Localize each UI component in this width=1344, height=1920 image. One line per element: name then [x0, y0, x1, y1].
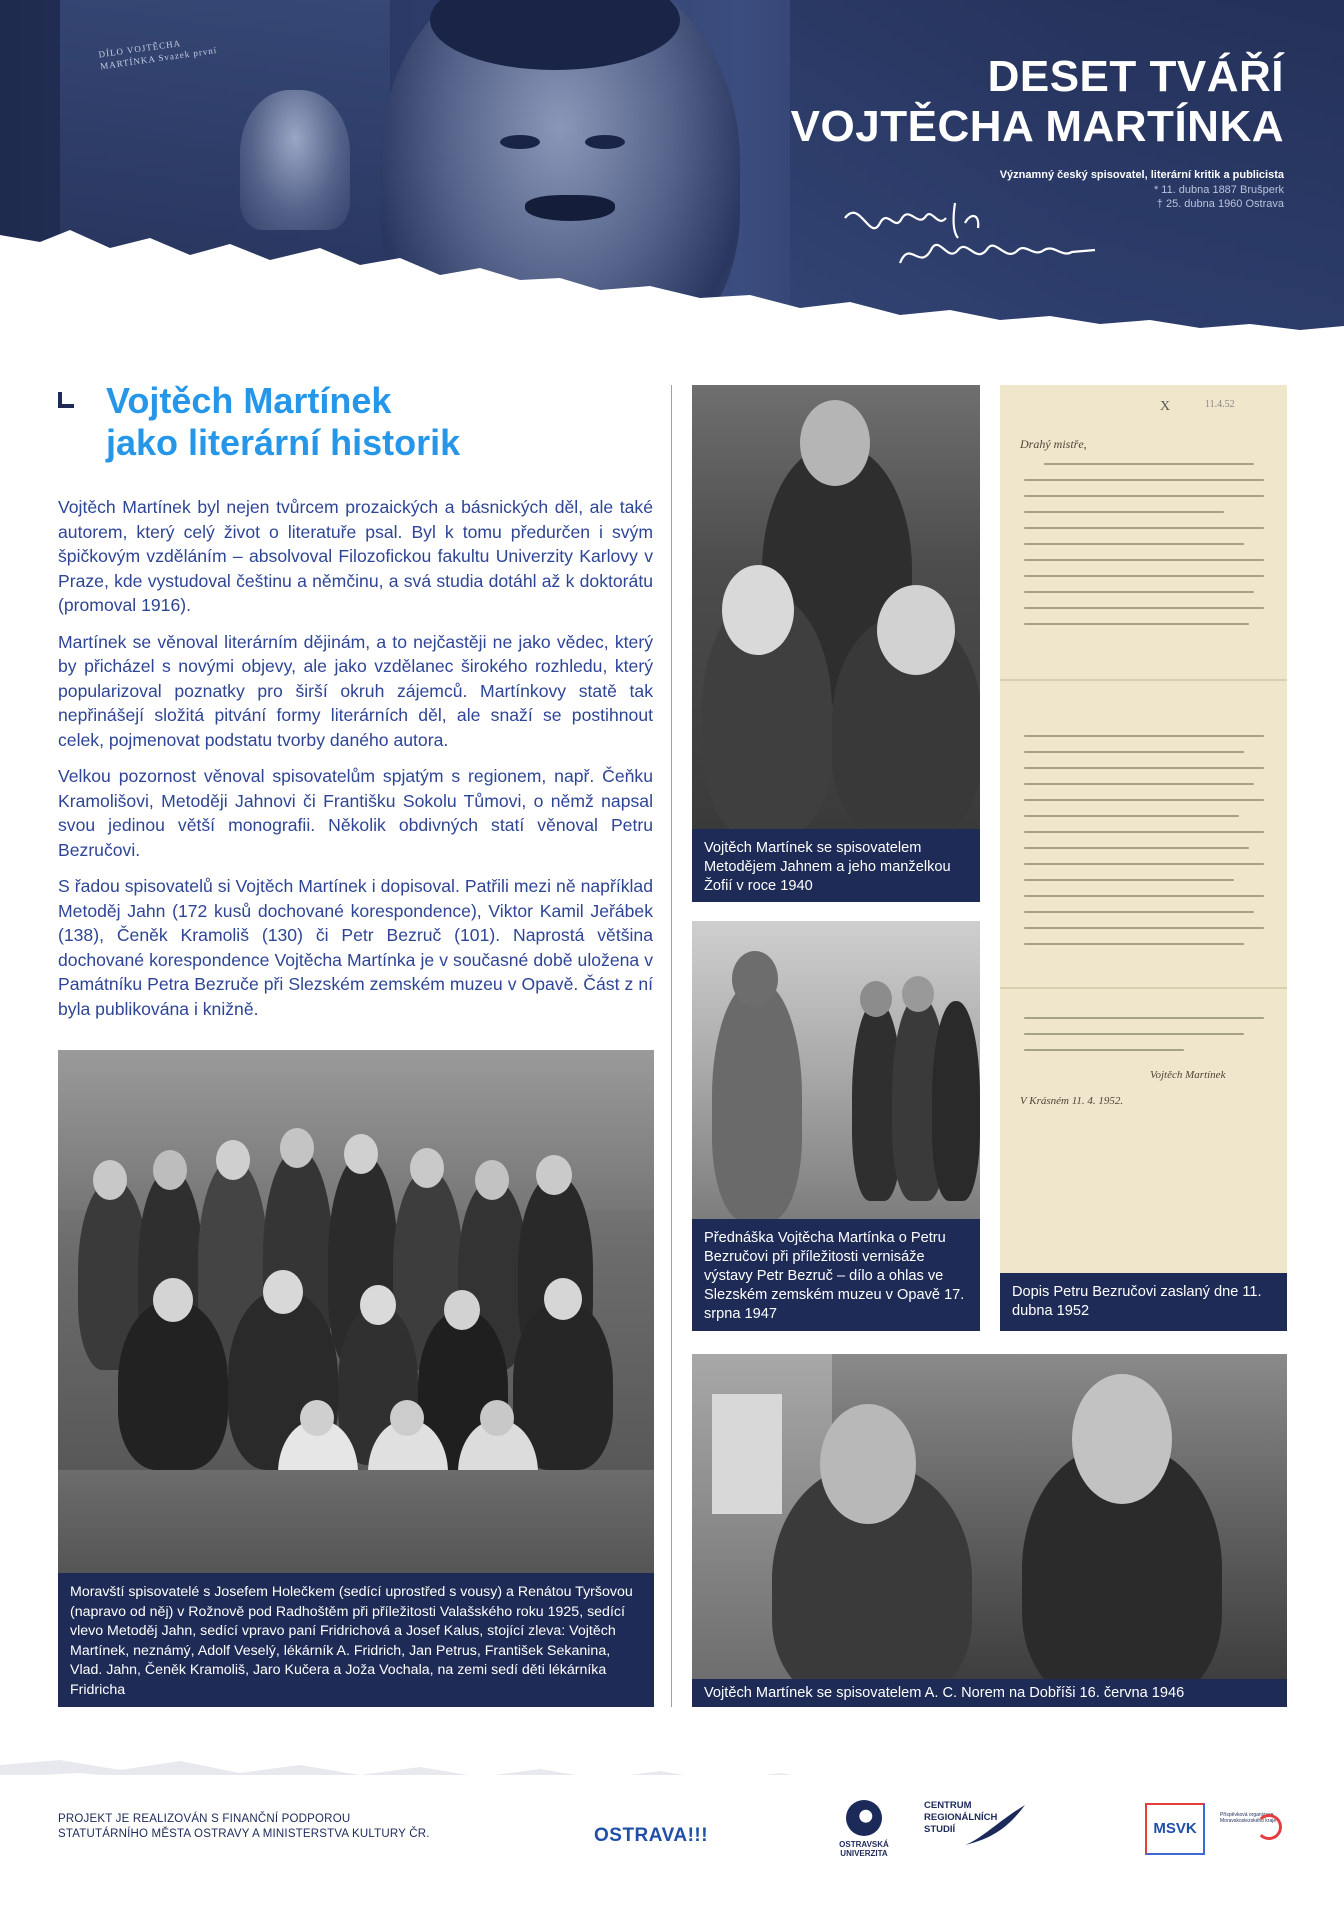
paragraph-2: Martínek se věnoval literárním dějinám, a to nejčastěji ne jako vědec, který by přicházel s novými objevy, ale jako vzdělanec širokého rozhledu, který popularizoval poznatky pro širší okruh zájemců. Martínkovy statě tak nepřinášejí složitá pitvání formy literárních děl, ale snaží se postihnout celek, pojmenovat podstatu tvorby daného autora. — [58, 631, 653, 750]
portrait-eye-left — [500, 135, 540, 149]
section-title-line-1: Vojtěch Martínek — [106, 380, 392, 421]
lecture-photo-caption: Přednáška Vojtěcha Martínka o Petru Bezručovi při příležitosti vernisáže výstavy Petr Bezruč – dílo a ohlas ve Slezském zemském muzeu v Opavě 17. srpna 1947 — [692, 1219, 980, 1331]
letter-reference: 11.4.52 — [1205, 399, 1235, 410]
ostravska-univerzita-logo-icon — [846, 1800, 882, 1836]
funding-note — [58, 1812, 430, 1842]
feather-icon — [960, 1800, 1030, 1850]
group-photo-caption: Moravští spisovatelé s Josefem Holečkem (sedící uprostřed s vousy) a Renátou Tyršovou (napravo od něj) v Rožnově pod Radhoštěm při příležitosti Valašského roku 1925, sedící vlevo Metoděj Jahn, sedící vpravo paní Fridrichová a Josef Kalus, stojící zleva: Vojtěch Martínek, neznámý, Adolf Veselý, lékárník A. Fridrich, Jan Petrus, František Sekanina, Vlad. Jahn, Čeněk Kramoliš, Jaro Kučera a Joža Vochala, na zemi sedí děti lékárníka Fridricha — [58, 1573, 654, 1707]
title-line-1: DESET TVÁŘÍ — [987, 52, 1284, 101]
ostravska-univerzita-logo-text — [832, 1840, 896, 1858]
portrait-eye-right — [585, 135, 625, 149]
letter-date: V Krásném 11. 4. 1952. — [1020, 1095, 1124, 1107]
subtitle: Významný český spisovatel, literární kritik a publicista — [999, 169, 1284, 181]
msvk-logo: MSVK — [1153, 1820, 1197, 1837]
book-spine-text: DÍLO VOJTĚCHA MARTÍNKA Svazek první — [97, 38, 218, 72]
birth-date: * 11. dubna 1887 Brušperk — [1153, 184, 1284, 196]
ou-line-2: UNIVERZITA — [840, 1849, 888, 1858]
prispevkova-organizace-text: Příspěvková organizace Moravskoslezského kraje — [1220, 1812, 1277, 1824]
title-line-2: VOJTĚCHA MARTÍNKA — [790, 102, 1284, 151]
life-dates — [1154, 183, 1284, 211]
nor-photo-caption: Vojtěch Martínek se spisovatelem A. C. Norem na Dobříši 16. června 1946 — [692, 1679, 1287, 1707]
section-title — [58, 380, 618, 464]
page-title — [791, 52, 1284, 152]
paragraph-4: S řadou spisovatelů si Vojtěch Martínek i dopisoval. Patřili mezi ně například Metoděj Jahn (172 kusů dochované korespondence), Viktor Kamil Jeřábek (138), Čeněk Kramoliš (130) či Petr Bezruč (101). Naprostá většina dochované korespondence Vojtěcha Martínka je v současné době uložena v Památníku Petra Bezruče při Slezském zemském muzeu v Opavě. Část z ní byla publikována i knižně. — [58, 876, 653, 1019]
paragraph-3: Velkou pozornost věnoval spisovatelům spjatým s regionem, např. Čeňku Kramolišovi, Metoději Jahnovi či Františku Sokolu Tůmovi, o němž napsal svou jedinou větší monografii. Několik obdivných statí věnoval Petru Bezručovi. — [58, 766, 653, 860]
ou-line-1: OSTRAVSKÁ — [839, 1840, 889, 1849]
funding-line-2: STATUTÁRNÍHO MĚSTA OSTRAVY A MINISTERSTVA KULTURY ČR. — [58, 1828, 430, 1840]
portrait-mustache — [525, 195, 615, 221]
letter-signoff: Vojtěch Martínek — [1150, 1069, 1226, 1081]
reading-portrait — [240, 90, 350, 230]
nor-photo — [692, 1354, 1287, 1679]
letter-caption: Dopis Petru Bezručovi zaslaný dne 11. dubna 1952 — [1000, 1273, 1287, 1331]
crs-line-3: STUDIÍ — [924, 1824, 956, 1835]
letter-scan — [1000, 385, 1287, 1295]
ostrava-logo: OSTRAVA!!! — [594, 1825, 709, 1846]
column-divider — [671, 385, 672, 1707]
paragraph-1: Vojtěch Martínek byl nejen tvůrcem prozaických a básnických děl, ale také autorem, který celý život o literatuře psal. Byl k tomu předurčen i svým špičkovým vzděláním – absolvoval Filozofickou fakultu Univerzity Karlovy v Praze, kde vystudoval češtinu a němčinu, a svá studia dotáhl až k doktorátu (promoval 1916). — [58, 497, 653, 615]
lecture-photo — [692, 921, 980, 1219]
section-title-line-2: jako literární historik — [106, 422, 461, 463]
jahn-photo — [692, 385, 980, 829]
crs-line-2: REGIONÁLNÍCH — [924, 1812, 998, 1823]
jahn-photo-caption: Vojtěch Martínek se spisovatelem Metodějem Jahnem a jeho manželkou Žofií v roce 1940 — [692, 829, 980, 902]
letter-corner-mark: X — [1160, 399, 1171, 414]
letter-salutation: Drahý mistře, — [1020, 437, 1087, 451]
body-text — [58, 495, 653, 1033]
footer — [0, 1775, 1344, 1920]
death-date: † 25. dubna 1960 Ostrava — [1156, 198, 1284, 210]
torn-paper-edge-top — [0, 220, 1344, 350]
crs-line-1: CENTRUM — [924, 1800, 972, 1811]
group-photo — [58, 1050, 654, 1573]
moravskoslezsky-kraj-logo-icon — [1256, 1814, 1282, 1840]
funding-line-1: PROJEKT JE REALIZOVÁN S FINANČNÍ PODPOROU — [58, 1813, 351, 1825]
